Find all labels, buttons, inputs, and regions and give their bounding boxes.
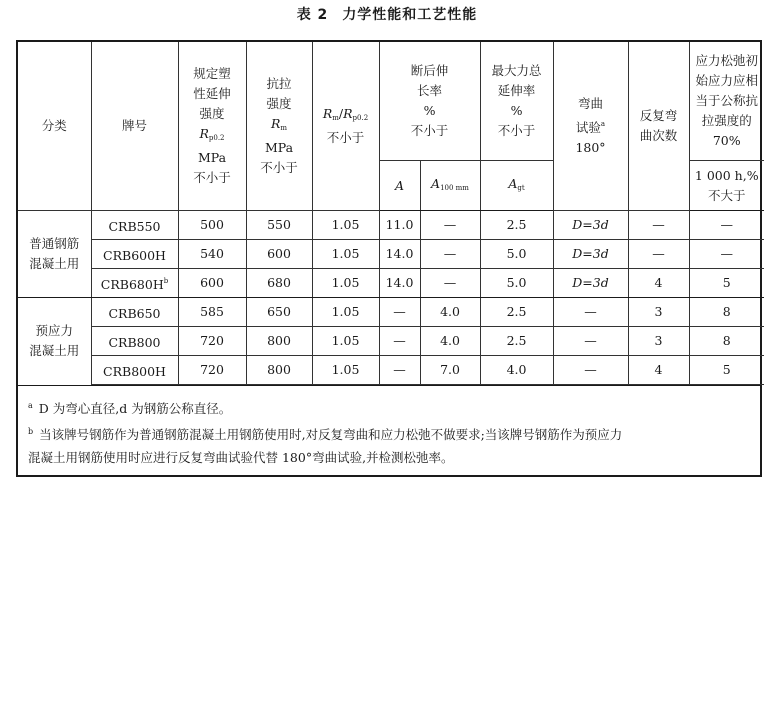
elong-a100-cell: 4.0: [420, 327, 480, 356]
table-row: [18, 356, 764, 385]
bend-cell: D=3d: [553, 240, 628, 269]
elong-a-cell: —: [379, 356, 420, 385]
grade-cell: CRB650: [91, 298, 178, 327]
agt-cell: 2.5: [480, 298, 553, 327]
reverse-cell: 4: [628, 356, 689, 385]
header-bend-test: 弯曲 试验$^a$ 180°: [553, 42, 628, 211]
reverse-cell: 4: [628, 269, 689, 298]
table-footnotes: [18, 385, 760, 475]
header-grade: 牌号: [91, 42, 178, 211]
header-strength-ratio: $R_m/R_{p0.2}$ 不小于: [312, 42, 379, 211]
header-stress-relaxation: 应力松弛初 始应力应相 当于公称抗 拉强度的 70%: [689, 42, 764, 161]
header-elongation-agt: $A_{gt}$: [480, 161, 553, 211]
elong-a100-cell: —: [420, 240, 480, 269]
bend-cell: —: [553, 298, 628, 327]
elong-a100-cell: 7.0: [420, 356, 480, 385]
relax-cell: 5: [689, 269, 764, 298]
tensile-cell: 800: [246, 327, 312, 356]
header-category: 分类: [18, 42, 91, 211]
mechanical-properties-table: [18, 42, 764, 385]
ratio-cell: 1.05: [312, 240, 379, 269]
ratio-cell: 1.05: [312, 298, 379, 327]
table-title: [0, 4, 774, 24]
agt-cell: 5.0: [480, 269, 553, 298]
ratio-cell: 1.05: [312, 327, 379, 356]
bend-cell: —: [553, 327, 628, 356]
header-tensile-strength: 抗拉 强度 $R_m$ MPa 不小于: [246, 42, 312, 211]
category-cell: 普通钢筋 混凝土用: [18, 211, 91, 298]
grade-cell: CRB600H: [91, 240, 178, 269]
table-row: [18, 298, 764, 327]
table-caption: 力学性能和工艺性能: [342, 7, 478, 23]
reverse-cell: 3: [628, 298, 689, 327]
relax-cell: 8: [689, 298, 764, 327]
ratio-cell: 1.05: [312, 211, 379, 240]
bend-cell: D=3d: [553, 211, 628, 240]
agt-cell: 2.5: [480, 211, 553, 240]
elong-a-cell: 14.0: [379, 240, 420, 269]
agt-cell: 5.0: [480, 240, 553, 269]
agt-cell: 4.0: [480, 356, 553, 385]
table-row: [18, 269, 764, 298]
header-yield-strength: 规定塑 性延伸 强度 $R_{p0.2}$ MPa 不小于: [178, 42, 246, 211]
yield-cell: 720: [178, 327, 246, 356]
header-max-force-elongation: 最大力总 延伸率 % 不小于: [480, 42, 553, 161]
grade-cell: CRB550: [91, 211, 178, 240]
bend-cell: D=3d: [553, 269, 628, 298]
properties-table-frame: [16, 40, 762, 477]
yield-cell: 540: [178, 240, 246, 269]
header-elongation-a: A: [379, 161, 420, 211]
table-number: 表 2: [296, 7, 329, 23]
tensile-cell: 680: [246, 269, 312, 298]
yield-cell: 600: [178, 269, 246, 298]
elong-a100-cell: —: [420, 211, 480, 240]
reverse-cell: —: [628, 240, 689, 269]
grade-cell: CRB800: [91, 327, 178, 356]
header-reverse-bend-count: 反复弯 曲次数: [628, 42, 689, 211]
tensile-cell: 550: [246, 211, 312, 240]
relax-cell: —: [689, 240, 764, 269]
relax-cell: 8: [689, 327, 764, 356]
header-elongation-a100: $A_{100 mm}$: [420, 161, 480, 211]
elong-a100-cell: 4.0: [420, 298, 480, 327]
header-relaxation-1000h: 1 000 h,% 不大于: [689, 161, 764, 211]
tensile-cell: 800: [246, 356, 312, 385]
relax-cell: —: [689, 211, 764, 240]
yield-cell: 720: [178, 356, 246, 385]
elong-a-cell: —: [379, 298, 420, 327]
agt-cell: 2.5: [480, 327, 553, 356]
elong-a-cell: 14.0: [379, 269, 420, 298]
bend-cell: —: [553, 356, 628, 385]
yield-cell: 585: [178, 298, 246, 327]
elong-a-cell: 11.0: [379, 211, 420, 240]
elong-a100-cell: —: [420, 269, 480, 298]
grade-cell: CRB800H: [91, 356, 178, 385]
elong-a-cell: —: [379, 327, 420, 356]
footnote-a: $^a$ D 为弯心直径,d 为钢筋公称直径。: [28, 401, 232, 416]
ratio-cell: 1.05: [312, 269, 379, 298]
tensile-cell: 600: [246, 240, 312, 269]
tensile-cell: 650: [246, 298, 312, 327]
header-elongation-after-fracture: 断后伸 长率 % 不小于: [379, 42, 480, 161]
table-row: [18, 240, 764, 269]
reverse-cell: —: [628, 211, 689, 240]
category-cell: 预应力 混凝土用: [18, 298, 91, 385]
table-row: [18, 327, 764, 356]
reverse-cell: 3: [628, 327, 689, 356]
yield-cell: 500: [178, 211, 246, 240]
footnote-b: $^b$ 当该牌号钢筋作为普通钢筋混凝土用钢筋使用时,对反复弯曲和应力松弛不做要求;当该牌号钢筋作为预应力 混凝土用钢筋使用时应进行反复弯曲试验代替 180°弯曲试验,并检测松弛率。: [28, 427, 623, 465]
relax-cell: 5: [689, 356, 764, 385]
ratio-cell: 1.05: [312, 356, 379, 385]
table-row: [18, 211, 764, 240]
grade-cell: $CRB680H^b$: [91, 269, 178, 298]
